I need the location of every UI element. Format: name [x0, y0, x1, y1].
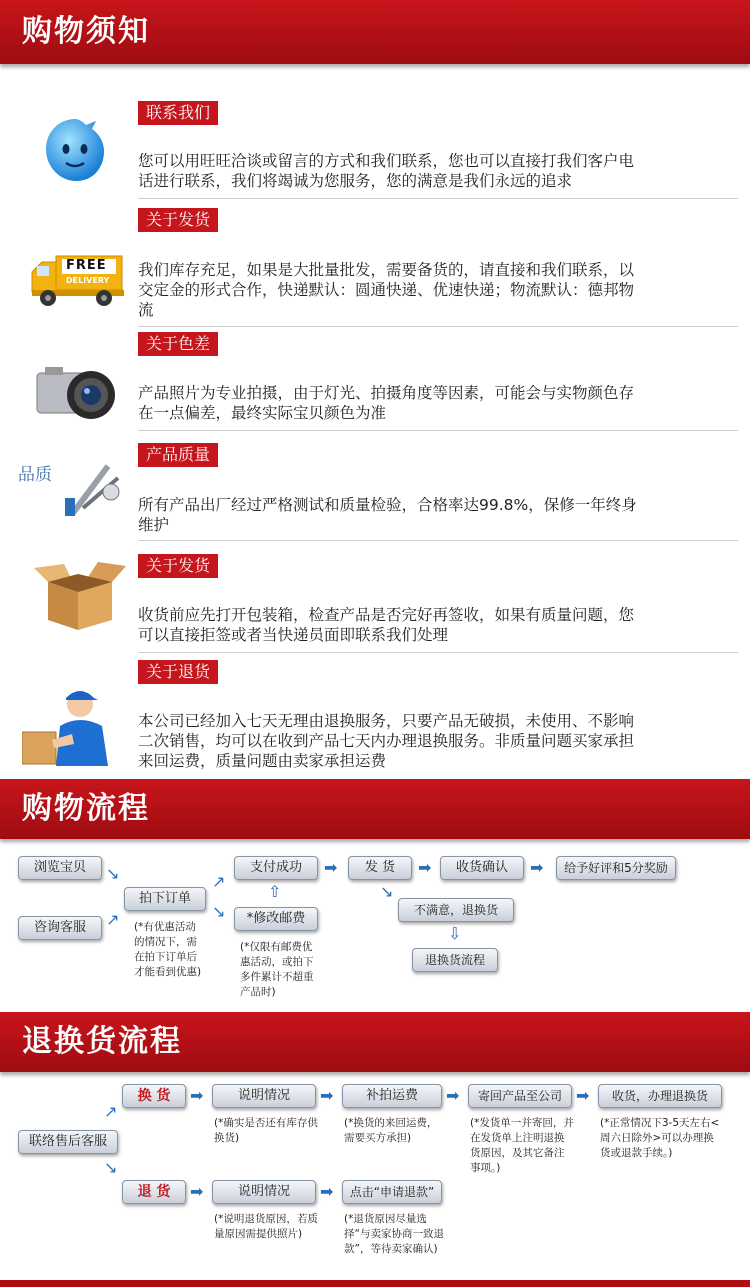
order-note: (*有优惠活动的情况下，需在拍下订单后才能看到优惠) — [134, 921, 202, 978]
divider — [138, 430, 738, 431]
tag-contact: 联系我们 — [138, 101, 218, 125]
return-header — [0, 1012, 750, 1072]
explain2-note: (*说明退货原因，若质量原因需提供照片) — [214, 1213, 318, 1240]
arrow-up-icon: ⇧ — [268, 882, 282, 901]
sendback-note: (*发货单一并寄回，并在发货单上注明退换货原因，及其它备注事项。) — [470, 1117, 574, 1174]
explain-button[interactable]: 说明情况 — [212, 1084, 316, 1108]
divider — [138, 652, 738, 653]
explain2-button[interactable]: 说明情况 — [212, 1180, 316, 1204]
divider — [138, 540, 738, 541]
arrow-right-icon: ➡ — [320, 1086, 334, 1105]
text-receive: 收货前应先打开包装箱，检查产品是否完好再签收，如果有质量问题，您可以直接拒签或者当快递员面即联系我们处理 — [138, 606, 635, 644]
box-icon — [28, 560, 128, 636]
quality-icon — [18, 458, 128, 518]
quality-label: 品质 — [18, 465, 52, 485]
arrow-icon: ↘ — [106, 864, 120, 883]
arrow-right-icon: ➡ — [418, 858, 432, 877]
arrow-icon: ↗ — [104, 1102, 118, 1121]
modify-note: (*仅限有邮费优惠活动，或拍下多件累计不超重产品时) — [240, 941, 314, 998]
contact-service-button[interactable]: 联络售后客服 — [18, 1130, 118, 1154]
arrow-right-icon: ➡ — [190, 1086, 204, 1105]
pay-button[interactable]: 支付成功 — [234, 856, 318, 880]
truck-delivery-text: DELIVERY — [66, 276, 110, 285]
arrow-down-icon: ⇩ — [448, 924, 462, 943]
arrow-right-icon: ➡ — [324, 858, 338, 877]
bottom-border — [0, 1280, 750, 1287]
text-return: 本公司已经加入七天无理由退换服务，只要产品无破损，未使用、不影响二次销售，均可以在收到产品七天内办理退换服务。非质量问题买家承担来回运费，质量问题由卖家承担运费 — [138, 712, 635, 770]
browse-button[interactable]: 浏览宝贝 — [18, 856, 102, 880]
handle-note: (*正常情况下3-5天左右<周六日除外>可以办理换货或退款手续。) — [600, 1117, 720, 1159]
apply-refund-button[interactable]: 点击“申请退款” — [342, 1180, 442, 1204]
freight-button[interactable]: 补拍运费 — [342, 1084, 442, 1108]
order-button[interactable]: 拍下订单 — [124, 887, 206, 911]
consult-button[interactable]: 咨询客服 — [18, 916, 102, 940]
apply-note: (*退货原因尽量选择“与卖家协商一致退款”，等待卖家确认) — [344, 1213, 444, 1255]
text-quality: 所有产品出厂经过严格测试和质量检验，合格率达99.8%，保修一年终身维护 — [138, 496, 637, 534]
arrow-icon: ↘ — [212, 902, 226, 921]
arrow-right-icon: ➡ — [320, 1182, 334, 1201]
tag-color: 关于色差 — [138, 332, 218, 356]
process-header — [0, 779, 750, 839]
wangwang-icon — [40, 115, 110, 189]
review-button[interactable]: 给予好评和5分奖励 — [556, 856, 676, 880]
arrow-icon: ↘ — [104, 1158, 118, 1177]
notice-header — [0, 0, 750, 64]
process-title: 购物流程 — [22, 791, 150, 826]
tag-shipping: 关于发货 — [138, 208, 218, 232]
tag-return: 关于退货 — [138, 660, 218, 684]
unsatisfied-button[interactable]: 不满意，退换货 — [398, 898, 514, 922]
divider — [138, 198, 738, 199]
modify-freight-button[interactable]: *修改邮费 — [234, 907, 318, 931]
arrow-icon: ↗ — [106, 910, 120, 929]
ship-button[interactable]: 发 货 — [348, 856, 412, 880]
camera-icon — [35, 365, 125, 424]
truck-icon — [28, 250, 128, 314]
tag-quality: 产品质量 — [138, 443, 218, 467]
receive-button[interactable]: 收货确认 — [440, 856, 524, 880]
explain-note: (*确实是否还有库存供换货) — [214, 1117, 318, 1144]
arrow-right-icon: ➡ — [530, 858, 544, 877]
return-flow-button[interactable]: 退换货流程 — [412, 948, 498, 972]
refund-button[interactable]: 退 货 — [122, 1180, 186, 1204]
sendback-button[interactable]: 寄回产品至公司 — [468, 1084, 572, 1108]
exchange-button[interactable]: 换 货 — [122, 1084, 186, 1108]
truck-free-text: FREE — [66, 258, 107, 273]
text-contact: 您可以用旺旺洽谈或留言的方式和我们联系，您也可以直接打我们客户电话进行联系，我们将竭诚为您服务，您的满意是我们永远的追求 — [138, 152, 635, 190]
courier-icon — [22, 684, 127, 770]
arrow-right-icon: ➡ — [576, 1086, 590, 1105]
arrow-right-icon: ➡ — [190, 1182, 204, 1201]
freight-note: (*换货的来回运费，需要买方承担) — [344, 1117, 438, 1144]
return-title: 退换货流程 — [22, 1024, 182, 1059]
arrow-icon: ↗ — [212, 872, 226, 891]
handle-button[interactable]: 收货，办理退换货 — [598, 1084, 722, 1108]
divider — [138, 326, 738, 327]
notice-title: 购物须知 — [22, 14, 150, 49]
text-shipping: 我们库存充足，如果是大批量批发，需要备货的，请直接和我们联系，以交定金的形式合作，快递默认：圆通快递、优速快递；物流默认：德邦物流 — [138, 261, 635, 319]
arrow-icon: ↘ — [380, 882, 394, 901]
text-color: 产品照片为专业拍摄，由于灯光、拍摄角度等因素，可能会与实物颜色存在一点偏差，最终实际宝贝颜色为准 — [138, 384, 635, 422]
arrow-right-icon: ➡ — [446, 1086, 460, 1105]
tag-receive: 关于发货 — [138, 554, 218, 578]
